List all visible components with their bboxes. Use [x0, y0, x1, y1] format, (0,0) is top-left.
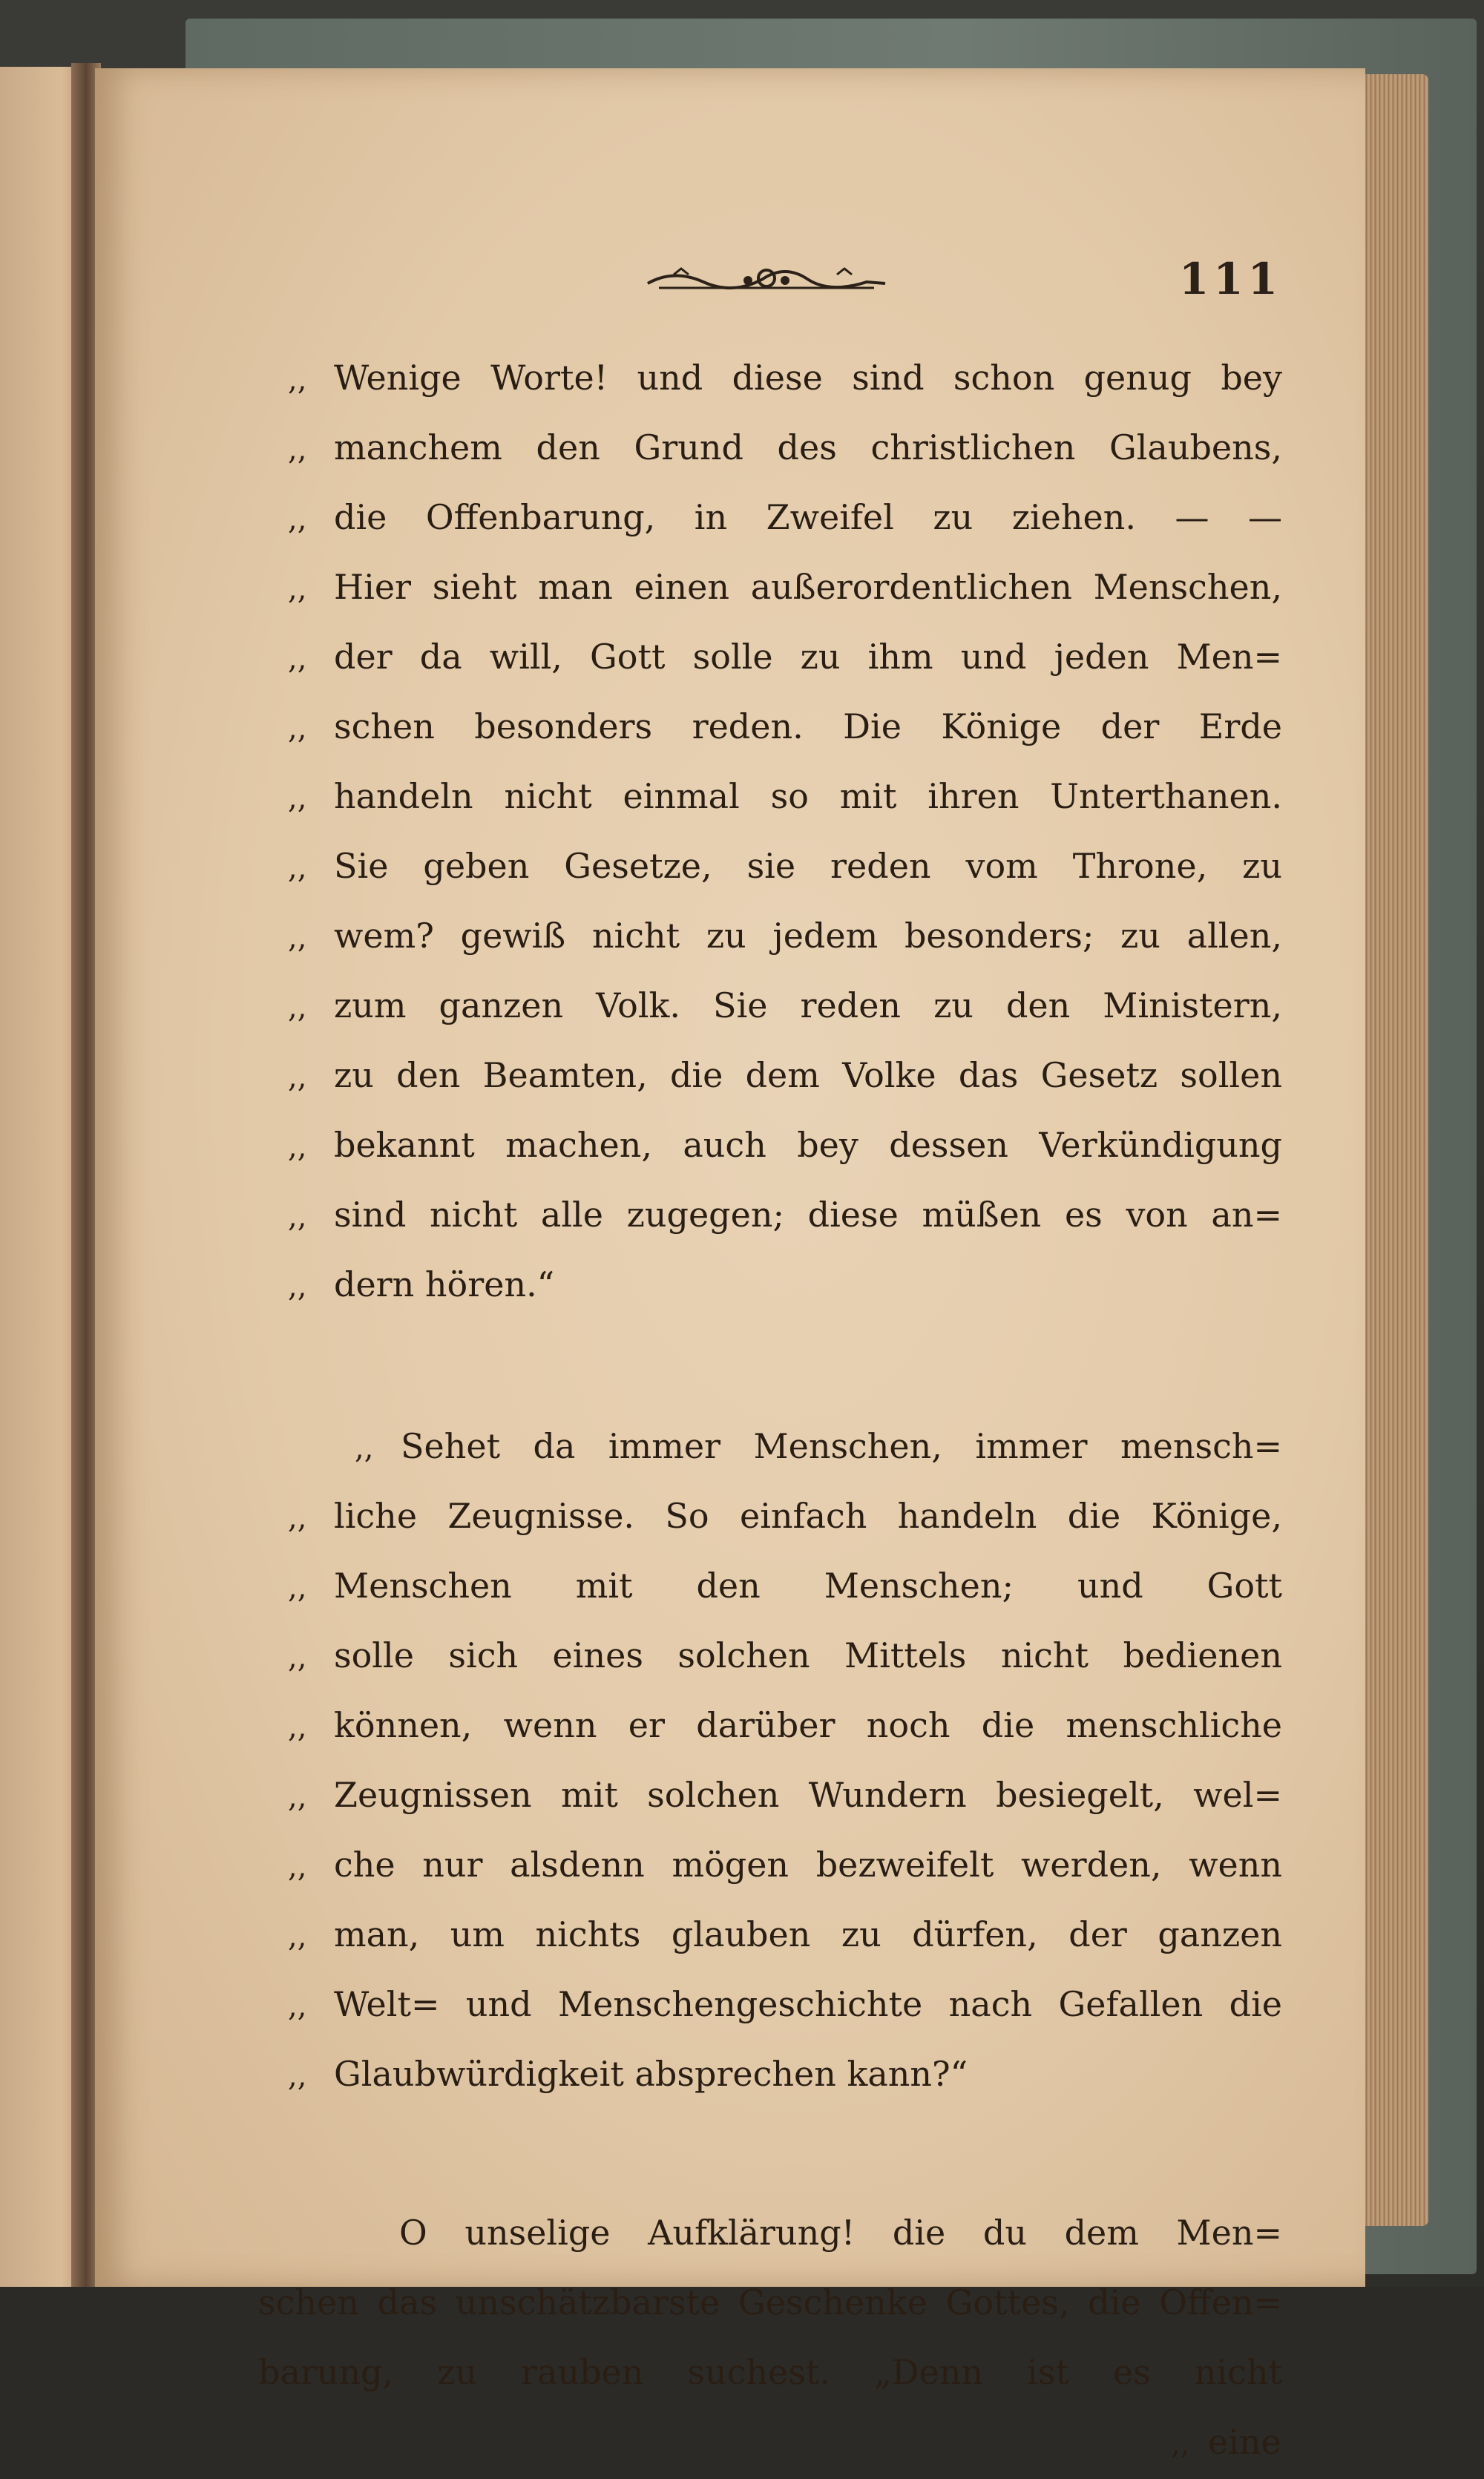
text-line: ,, Glaubwürdigkeit absprechen kann?“ [288, 2054, 968, 2094]
text-line: ,, können, wenn er darüber noch die menschliche [288, 1705, 1282, 1745]
text-line: ,, schen besonders reden. Die Könige der Erde [288, 706, 1282, 746]
text-line: ,, sind nicht alle zugegen; diese müßen es von an= [288, 1195, 1282, 1235]
text-line: O unselige Aufklärung! die du dem Men= [399, 2213, 1282, 2253]
text-line: ,, bekannt machen, auch bey dessen Verkündigung [288, 1125, 1282, 1165]
text-line: ,, dern hören.“ [288, 1264, 555, 1304]
text-line: ,, handeln nicht einmal so mit ihren Unterthanen. [288, 776, 1282, 816]
text-line: ,, zu den Beamten, die dem Volke das Gesetz sollen [288, 1055, 1282, 1095]
text-line: schen das unschätzbarste Geschenke Gottes, die Offen= [258, 2282, 1282, 2322]
text-line: ,, manchem den Grund des christlichen Glaubens, [288, 427, 1282, 467]
text-line: ,, Sie geben Gesetze, sie reden vom Throne, zu [288, 846, 1282, 886]
text-line: barung, zu rauben suchest. „Denn ist es nicht [258, 2352, 1282, 2392]
page-number: 111 [1178, 254, 1282, 304]
page-block-edges [1358, 74, 1428, 2226]
text-line: ,, solle sich eines solchen Mittels nicht bedienen [288, 1635, 1282, 1675]
text-line: ,, Sehet da immer Menschen, immer mensch= [355, 1426, 1282, 1466]
text-line: ,, man, um nichts glauben zu dürfen, der ganzen [288, 1914, 1282, 1954]
text-line: ,, che nur alsdenn mögen bezweifelt werden, wenn [288, 1845, 1282, 1885]
book-page [95, 68, 1365, 2462]
text-line: ,, liche Zeugnisse. So einfach handeln die Könige, [288, 1496, 1282, 1536]
text-line: ,, die Offenbarung, in Zweifel zu ziehen. — — [288, 497, 1282, 537]
text-line: ,, Wenige Worte! und diese sind schon genug bey [288, 358, 1282, 398]
text-line: ,, zum ganzen Volk. Sie reden zu den Ministern, [288, 985, 1282, 1025]
page-header [644, 254, 1282, 306]
text-line: ,, wem? gewiß nicht zu jedem besonders; zu allen, [288, 916, 1282, 956]
header-ornament-icon [644, 261, 889, 295]
text-line: ,, Menschen mit den Menschen; und Gott [288, 1566, 1282, 1606]
catchword: ,, eine [1171, 2422, 1281, 2462]
text-line: ,, der da will, Gott solle zu ihm und jeden Men= [288, 637, 1282, 677]
text-line: ,, Hier sieht man einen außerordentlichen Menschen, [288, 567, 1282, 607]
text-line: ,, Welt= und Menschengeschichte nach Gefallen die [288, 1984, 1282, 2024]
text-line: ,, Zeugnissen mit solchen Wundern besiegelt, wel= [288, 1775, 1282, 1815]
